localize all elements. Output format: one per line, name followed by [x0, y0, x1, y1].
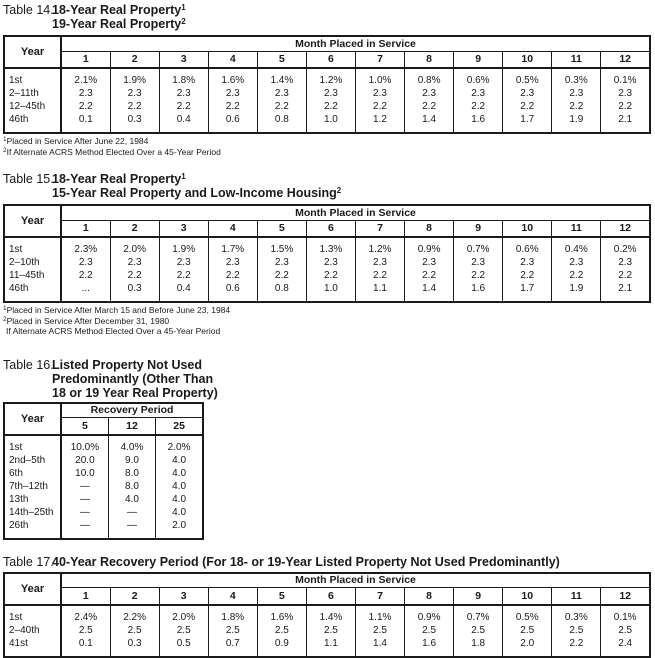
year-column-header: Year [4, 403, 61, 435]
footnote-superscript: 1 [3, 305, 7, 312]
value-cell: 4.0 [108, 493, 155, 506]
column-header: 10 [503, 220, 552, 237]
value-cell: 0.8 [257, 282, 306, 302]
value-cell: 1.7 [503, 282, 552, 302]
column-header: 11 [552, 51, 601, 68]
table16-title [3, 358, 655, 400]
value-cell: 1.5% [257, 237, 306, 256]
value-cell: 2.2 [61, 269, 110, 282]
year-column-header: Year [4, 205, 61, 237]
value-cell: 1.1% [355, 605, 404, 624]
value-cell: 0.4 [159, 282, 208, 302]
value-cell: 8.0 [108, 480, 155, 493]
table-row [4, 454, 203, 467]
value-cell: 4.0 [156, 454, 203, 467]
value-cell: 2.3 [61, 256, 110, 269]
value-cell: 2.3 [159, 256, 208, 269]
value-cell: 2.2 [110, 269, 159, 282]
year-cell: 13th [4, 493, 61, 506]
value-cell: ... [61, 282, 110, 302]
table16-title-line [52, 372, 655, 386]
value-cell: 2.1 [601, 282, 650, 302]
value-cell: 2.3 [355, 256, 404, 269]
footnote-text: Placed in Service After December 31, 1980 [6, 315, 170, 326]
value-cell: 2.2 [257, 269, 306, 282]
table14 [3, 35, 651, 134]
table-row [4, 506, 203, 519]
value-cell: 2.2 [257, 100, 306, 113]
column-header: 6 [306, 51, 355, 68]
title-superscript: 1 [181, 3, 186, 12]
column-header: 2 [110, 51, 159, 68]
value-cell: 2.2 [601, 100, 650, 113]
column-header: 12 [108, 418, 155, 435]
value-cell: 2.3 [405, 256, 454, 269]
year-column-header: Year [4, 573, 61, 605]
column-group-header: Month Placed in Service [61, 205, 650, 220]
column-header: 9 [454, 220, 503, 237]
value-cell: 2.1% [61, 68, 110, 87]
value-cell: 2.5 [405, 624, 454, 637]
value-cell: 0.6 [208, 113, 257, 133]
value-cell: 2.0 [156, 519, 203, 539]
footnote-text: If Alternate ACRS Method Elected Over a 45-Year Period [6, 146, 221, 157]
value-cell: 1.2% [355, 237, 404, 256]
year-cell: 1st [4, 435, 61, 454]
value-cell: 2.4% [61, 605, 110, 624]
table17-title-line [52, 555, 655, 569]
column-header: 5 [61, 418, 108, 435]
value-cell: 0.9 [257, 637, 306, 657]
value-cell: 1.2 [355, 113, 404, 133]
table-row [4, 624, 650, 637]
table-row [4, 237, 650, 256]
column-header: 7 [355, 588, 404, 605]
value-cell: 2.2 [601, 269, 650, 282]
column-header: 9 [454, 588, 503, 605]
column-header: 2 [110, 588, 159, 605]
column-header: 12 [601, 51, 650, 68]
year-cell: 46th [4, 113, 61, 133]
column-header: 4 [208, 51, 257, 68]
value-cell: 1.9 [552, 113, 601, 133]
value-cell: 1.3% [306, 237, 355, 256]
year-cell: 2nd–5th [4, 454, 61, 467]
value-cell: 0.4 [159, 113, 208, 133]
value-cell: — [61, 480, 108, 493]
column-header: 5 [257, 51, 306, 68]
value-cell: 2.5 [355, 624, 404, 637]
table16 [3, 402, 204, 540]
value-cell: 2.3 [355, 87, 404, 100]
value-cell: 2.5 [454, 624, 503, 637]
value-cell: 2.4 [601, 637, 650, 657]
value-cell: — [108, 519, 155, 539]
table-row [4, 637, 650, 657]
value-cell: 2.3 [454, 87, 503, 100]
value-cell: 2.2 [208, 269, 257, 282]
title-text: 18-Year Real Property [52, 3, 182, 17]
table16-title-line [52, 386, 655, 400]
table14-footnote [3, 147, 655, 158]
table15-footnote [3, 326, 655, 337]
value-cell: 2.3 [257, 256, 306, 269]
column-group-header: Recovery Period [61, 403, 203, 418]
value-cell: — [61, 493, 108, 506]
column-header: 25 [156, 418, 203, 435]
table14-title-line [52, 17, 655, 31]
value-cell: 2.2 [110, 100, 159, 113]
table17-title-label: Table 17. [3, 554, 54, 569]
year-cell: 11–45th [4, 269, 61, 282]
year-cell: 7th–12th [4, 480, 61, 493]
value-cell: 0.6% [503, 237, 552, 256]
value-cell: 0.7 [208, 637, 257, 657]
column-header: 1 [61, 220, 110, 237]
title-superscript: 2 [336, 186, 342, 195]
table-row [4, 282, 650, 302]
value-cell: 2.0% [110, 237, 159, 256]
title-text: 40-Year Recovery Period (For 18- or 19-Year Listed Property Not Used Predominantly) [52, 554, 560, 569]
value-cell: 2.2 [405, 100, 454, 113]
table17-title [3, 555, 655, 569]
column-header: 3 [159, 588, 208, 605]
value-cell: 2.2 [405, 269, 454, 282]
value-cell: 2.5 [552, 624, 601, 637]
value-cell: 1.2% [306, 68, 355, 87]
value-cell: 0.6 [208, 282, 257, 302]
value-cell: 8.0 [108, 467, 155, 480]
footnote-superscript: 2 [3, 146, 7, 154]
value-cell: 0.3% [552, 68, 601, 87]
table15-footnote [3, 305, 655, 316]
table16-title-line [52, 358, 655, 372]
value-cell: 10.0% [61, 435, 108, 454]
value-cell: 2.3 [306, 87, 355, 100]
table14-title-label: Table 14. [3, 3, 54, 17]
value-cell: 2.3 [110, 87, 159, 100]
column-header: 5 [257, 588, 306, 605]
title-superscript: 1 [181, 172, 186, 181]
value-cell: 2.3 [503, 87, 552, 100]
value-cell: 1.7% [208, 237, 257, 256]
footnote-text: If Alternate ACRS Method Elected Over a 45-Year Period [6, 326, 221, 336]
column-header: 6 [306, 220, 355, 237]
value-cell: 2.3 [208, 87, 257, 100]
column-header: 12 [601, 588, 650, 605]
column-header: 3 [159, 220, 208, 237]
value-cell: 0.8% [405, 68, 454, 87]
value-cell: 2.3 [601, 87, 650, 100]
value-cell: 0.5 [159, 637, 208, 657]
table17-section [3, 555, 655, 658]
footnote-superscript: 1 [3, 136, 7, 143]
column-header: 7 [355, 51, 404, 68]
column-header: 2 [110, 220, 159, 237]
year-cell: 14th–25th [4, 506, 61, 519]
title-text: Listed Property Not Used [52, 357, 203, 372]
year-cell: 26th [4, 519, 61, 539]
footnote-text: Placed in Service After June 22, 1984 [6, 136, 149, 146]
value-cell: 2.2 [552, 269, 601, 282]
value-cell: 0.3 [110, 637, 159, 657]
column-header: 4 [208, 220, 257, 237]
table-row [4, 435, 203, 454]
column-header: 11 [552, 588, 601, 605]
title-superscript: 2 [181, 17, 186, 26]
table15-title-line [52, 186, 655, 200]
value-cell: 2.3 [257, 87, 306, 100]
column-group-header: Month Placed in Service [61, 36, 650, 51]
column-header: 12 [601, 220, 650, 237]
value-cell: 2.5 [208, 624, 257, 637]
table16-title-label: Table 16. [3, 357, 54, 372]
value-cell: 1.0 [306, 113, 355, 133]
value-cell: 2.2 [454, 269, 503, 282]
value-cell: 2.0 [503, 637, 552, 657]
year-cell: 46th [4, 282, 61, 302]
table15-title-line [52, 172, 655, 186]
table15-section [3, 172, 655, 337]
table-row [4, 68, 650, 87]
value-cell: 2.3 [454, 256, 503, 269]
value-cell: 0.1% [601, 68, 650, 87]
year-cell: 2–10th [4, 256, 61, 269]
value-cell: 1.8 [454, 637, 503, 657]
value-cell: 1.6% [208, 68, 257, 87]
table-row [4, 467, 203, 480]
value-cell: 1.7 [503, 113, 552, 133]
column-group-header: Month Placed in Service [61, 573, 650, 588]
table14-title-line [52, 3, 655, 17]
value-cell: 1.0% [355, 68, 404, 87]
table-row [4, 605, 650, 624]
table-row [4, 256, 650, 269]
column-header: 8 [405, 220, 454, 237]
value-cell: 2.5 [159, 624, 208, 637]
table16-section [3, 358, 655, 540]
value-cell: 1.4% [306, 605, 355, 624]
value-cell: 2.2% [110, 605, 159, 624]
value-cell: 1.9% [159, 237, 208, 256]
column-header: 7 [355, 220, 404, 237]
table14-footnotes [3, 136, 655, 157]
value-cell: 2.2 [355, 269, 404, 282]
value-cell: — [61, 519, 108, 539]
year-cell: 1st [4, 605, 61, 624]
footnote-superscript: 2 [3, 315, 7, 323]
value-cell: 0.1% [601, 605, 650, 624]
value-cell: 0.4% [552, 237, 601, 256]
column-header: 1 [61, 588, 110, 605]
year-cell: 12–45th [4, 100, 61, 113]
value-cell: 0.1 [61, 113, 110, 133]
title-text: Predominantly (Other Than [52, 371, 214, 386]
value-cell: 2.1 [601, 113, 650, 133]
column-header: 8 [405, 588, 454, 605]
column-header: 4 [208, 588, 257, 605]
value-cell: 0.7% [454, 605, 503, 624]
year-cell: 2–40th [4, 624, 61, 637]
column-header: 11 [552, 220, 601, 237]
table-row [4, 87, 650, 100]
value-cell: 1.6% [257, 605, 306, 624]
table-row [4, 480, 203, 493]
value-cell: 9.0 [108, 454, 155, 467]
value-cell: — [61, 506, 108, 519]
value-cell: 2.5 [257, 624, 306, 637]
column-header: 9 [454, 51, 503, 68]
value-cell: 1.8% [159, 68, 208, 87]
table-row [4, 519, 203, 539]
value-cell: 1.4 [405, 113, 454, 133]
value-cell: 1.6 [454, 113, 503, 133]
value-cell: 2.0% [159, 605, 208, 624]
value-cell: 1.6 [454, 282, 503, 302]
value-cell: 2.3 [552, 256, 601, 269]
value-cell: 0.9% [405, 237, 454, 256]
value-cell: 2.5 [61, 624, 110, 637]
year-cell: 41st [4, 637, 61, 657]
value-cell: 2.2 [306, 100, 355, 113]
value-cell: 4.0 [156, 480, 203, 493]
table-row [4, 493, 203, 506]
value-cell: 2.2 [503, 269, 552, 282]
value-cell: 2.3 [601, 256, 650, 269]
year-column-header: Year [4, 36, 61, 68]
year-cell: 2–11th [4, 87, 61, 100]
value-cell: 2.3 [552, 87, 601, 100]
year-cell: 6th [4, 467, 61, 480]
value-cell: 2.3 [61, 87, 110, 100]
value-cell: 4.0 [156, 493, 203, 506]
value-cell: 2.3 [405, 87, 454, 100]
table15-footnotes [3, 305, 655, 337]
value-cell: 0.2% [601, 237, 650, 256]
value-cell: 10.0 [61, 467, 108, 480]
value-cell: 4.0 [156, 467, 203, 480]
value-cell: 1.9% [110, 68, 159, 87]
value-cell: 0.7% [454, 237, 503, 256]
value-cell: 2.5 [503, 624, 552, 637]
year-cell: 1st [4, 68, 61, 87]
table-row [4, 100, 650, 113]
value-cell: 2.2 [159, 100, 208, 113]
value-cell: 2.5 [601, 624, 650, 637]
table14-title [3, 3, 655, 31]
value-cell: 1.0 [306, 282, 355, 302]
value-cell: 1.1 [355, 282, 404, 302]
value-cell: 4.0% [108, 435, 155, 454]
table-row [4, 113, 650, 133]
value-cell: — [108, 506, 155, 519]
value-cell: 1.4 [355, 637, 404, 657]
table15-title-label: Table 15. [3, 172, 54, 186]
title-text: 18 or 19 Year Real Property) [52, 385, 218, 400]
value-cell: 2.3 [110, 256, 159, 269]
value-cell: 2.3% [61, 237, 110, 256]
value-cell: 0.9% [405, 605, 454, 624]
value-cell: 2.2 [61, 100, 110, 113]
column-header: 5 [257, 220, 306, 237]
column-header: 10 [503, 51, 552, 68]
table15-footnote [3, 316, 655, 327]
value-cell: 2.0% [156, 435, 203, 454]
value-cell: 0.5% [503, 605, 552, 624]
value-cell: 2.2 [355, 100, 404, 113]
table15 [3, 204, 651, 303]
value-cell: 0.8 [257, 113, 306, 133]
title-text: 15-Year Real Property and Low-Income Housing [52, 186, 337, 200]
value-cell: 1.4 [405, 282, 454, 302]
value-cell: 2.2 [208, 100, 257, 113]
value-cell: 4.0 [156, 506, 203, 519]
table14-section [3, 3, 655, 157]
value-cell: 0.6% [454, 68, 503, 87]
value-cell: 2.3 [306, 256, 355, 269]
value-cell: 1.8% [208, 605, 257, 624]
value-cell: 0.1 [61, 637, 110, 657]
value-cell: 1.9 [552, 282, 601, 302]
value-cell: 0.3 [110, 282, 159, 302]
value-cell: 2.2 [552, 637, 601, 657]
value-cell: 0.3% [552, 605, 601, 624]
value-cell: 1.6 [405, 637, 454, 657]
value-cell: 2.2 [159, 269, 208, 282]
value-cell: 2.2 [503, 100, 552, 113]
value-cell: 2.2 [306, 269, 355, 282]
table-row [4, 269, 650, 282]
table17 [3, 572, 651, 658]
column-header: 10 [503, 588, 552, 605]
value-cell: 2.5 [110, 624, 159, 637]
column-header: 8 [405, 51, 454, 68]
value-cell: 2.2 [552, 100, 601, 113]
year-cell: 1st [4, 237, 61, 256]
value-cell: 0.5% [503, 68, 552, 87]
value-cell: 2.3 [208, 256, 257, 269]
value-cell: 0.3 [110, 113, 159, 133]
value-cell: 2.3 [503, 256, 552, 269]
value-cell: 1.4% [257, 68, 306, 87]
title-text: 18-Year Real Property [52, 172, 182, 186]
column-header: 3 [159, 51, 208, 68]
column-header: 6 [306, 588, 355, 605]
table14-footnote [3, 136, 655, 147]
column-header: 1 [61, 51, 110, 68]
value-cell: 2.3 [159, 87, 208, 100]
table15-title [3, 172, 655, 200]
value-cell: 20.0 [61, 454, 108, 467]
footnote-text: Placed in Service After March 15 and Before June 23, 1984 [6, 305, 231, 315]
value-cell: 1.1 [306, 637, 355, 657]
title-text: 19-Year Real Property [52, 17, 182, 31]
value-cell: 2.2 [454, 100, 503, 113]
value-cell: 2.5 [306, 624, 355, 637]
